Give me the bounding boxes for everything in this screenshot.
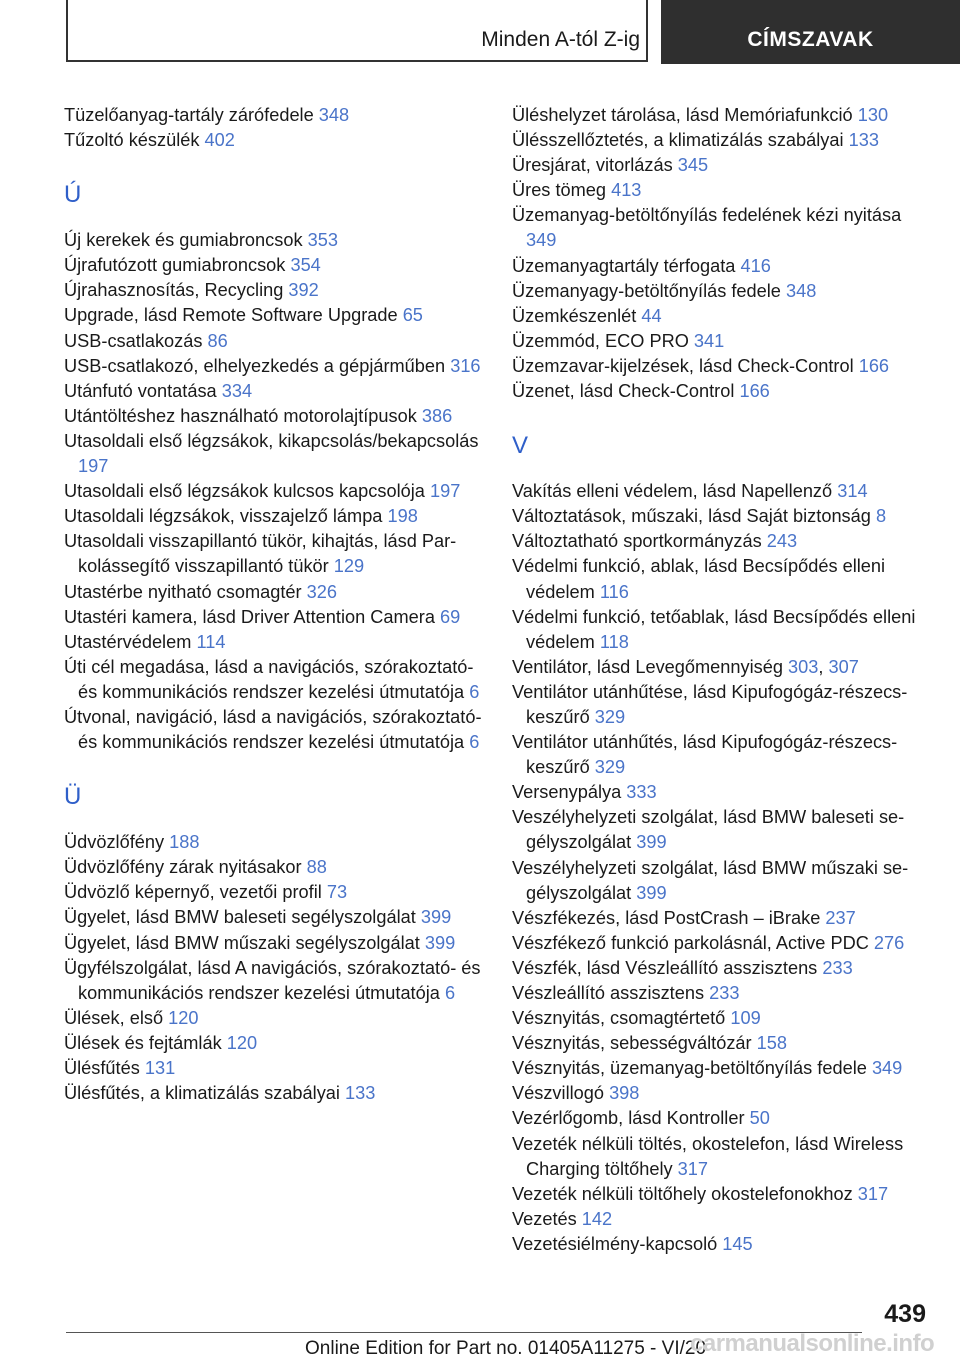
index-entry <box>64 1056 484 1081</box>
header-section-title: Minden A-tól Z-ig <box>481 28 640 51</box>
index-entry <box>64 956 484 1006</box>
index-entry <box>64 1006 484 1031</box>
index-entry <box>64 580 484 605</box>
index-entry <box>64 429 484 479</box>
index-entry <box>512 128 932 153</box>
index-page-link[interactable]: 276 <box>873 932 905 953</box>
index-page-link[interactable]: 392 <box>288 280 319 301</box>
index-entry-term: Vészleállító asszisztens <box>512 983 705 1003</box>
index-page-link[interactable]: 233 <box>709 983 740 1003</box>
index-page-link[interactable]: 145 <box>722 1233 753 1254</box>
index-page-link[interactable]: 316 <box>450 355 481 376</box>
index-page-link[interactable]: 129 <box>333 556 365 577</box>
index-page-link[interactable]: 348 <box>786 280 817 301</box>
index-entry-term: Üzemanyag-betöltőnyílás fedelének kézi nyitása <box>512 205 902 226</box>
index-page-link[interactable]: 142 <box>581 1208 613 1229</box>
index-entry-term: Utastéri kamera, lásd Driver Attention Camera <box>64 606 435 627</box>
index-entry <box>512 605 932 655</box>
index-entry <box>512 504 932 529</box>
index-page-link[interactable]: 307 <box>828 656 859 677</box>
index-entry-term: Utastérbe nyitható csomagtér <box>64 581 302 602</box>
index-page-link[interactable]: 188 <box>169 832 200 853</box>
index-entry <box>64 228 484 253</box>
index-page-link[interactable]: 349 <box>871 1058 903 1079</box>
index-page-link[interactable]: 348 <box>318 105 350 125</box>
index-page-link[interactable]: 243 <box>766 531 798 552</box>
index-entry <box>64 1081 484 1106</box>
index-entry <box>512 153 932 178</box>
index-entry-term: Vésznyitás, üzemanyag-betöltőnyílás fedele <box>512 1058 867 1079</box>
index-entry <box>512 730 932 780</box>
index-entry <box>512 805 932 855</box>
index-entry-term: Új kerekek és gumiabroncsok <box>64 230 303 251</box>
index-entry <box>512 906 932 931</box>
index-page-link[interactable]: 197 <box>429 481 461 502</box>
index-column-right <box>512 103 932 1257</box>
index-entry-term: Vezetés <box>512 1208 577 1229</box>
index-entry <box>512 203 932 253</box>
index-page-link[interactable]: 116 <box>599 581 629 602</box>
index-entry <box>512 956 932 981</box>
index-page-link[interactable]: 73 <box>326 882 348 903</box>
index-entry-term: Utasoldali visszapillantó tükör, kihajtás, lásd Parkolássegítő visszapillantó tükör <box>64 531 457 577</box>
index-entry-term: Vezérlőgomb, lásd Kontroller <box>512 1108 745 1129</box>
index-page-link[interactable]: 44 <box>641 305 662 326</box>
index-page-link[interactable]: 120 <box>168 1007 199 1028</box>
index-entry-term: Tűzoltó készülék <box>64 130 200 151</box>
index-entry <box>512 279 932 304</box>
index-entry <box>512 354 932 379</box>
index-page-link[interactable]: 329 <box>594 757 626 778</box>
index-entry <box>64 630 484 655</box>
index-page-link[interactable]: 65 <box>402 305 423 326</box>
index-entry-term: Újrahasznosítás, Recycling <box>64 280 284 301</box>
index-entry-term: Utánfutó vontatása <box>64 380 217 401</box>
index-page-link[interactable]: 326 <box>306 581 337 602</box>
index-page-link[interactable]: 317 <box>677 1158 709 1179</box>
index-entry-term: Ülések, első <box>64 1007 164 1028</box>
index-entry-term: Ventilátor utánhűtése, lásd Kipufogógáz-részecskeszűrő <box>512 681 908 727</box>
index-page-link[interactable]: 88 <box>306 857 327 878</box>
index-entry-term: Vészvillogó <box>512 1083 604 1104</box>
index-entry-term: Üzemmód, ECO PRO <box>512 330 689 351</box>
index-entry <box>512 931 932 956</box>
index-page-link[interactable]: 399 <box>420 907 452 928</box>
index-letter-heading: V <box>512 432 529 460</box>
index-entry-term: Üzemzavar-kijelzések, lásd Check-Control <box>512 355 854 376</box>
index-entry <box>64 278 484 303</box>
index-entry-term: Üzenet, lásd Check-Control <box>512 381 735 402</box>
index-entry <box>512 178 932 203</box>
index-entry <box>512 304 932 329</box>
index-entry-term: Vezetésiélmény-kapcsoló <box>512 1233 718 1254</box>
index-entry-term: Utasoldali első légzsákok kulcsos kapcsolója <box>64 481 425 502</box>
index-entry <box>64 479 484 504</box>
index-entry-term: Vésznyitás, csomagtértető <box>512 1008 726 1029</box>
index-entry-term: Utasoldali légzsákok, visszajelző lámpa <box>64 506 383 527</box>
index-entry <box>512 981 932 1006</box>
index-page-link[interactable]: 133 <box>848 130 879 151</box>
index-entry-term: USB-csatlakozó, elhelyezkedés a gépjárműben <box>64 355 446 376</box>
index-entry <box>512 1081 932 1106</box>
index-page-link[interactable]: 86 <box>207 330 228 351</box>
index-entry-term: Vezeték nélküli töltőhely okostelefonokhoz <box>512 1183 853 1204</box>
index-entry-term: Üres tömeg <box>512 180 607 201</box>
index-entry <box>512 103 932 128</box>
index-entry-term: Vésznyitás, sebességváltózár <box>512 1033 752 1054</box>
index-entry <box>512 1182 932 1207</box>
index-page-link[interactable]: 109 <box>730 1008 761 1029</box>
index-page-link[interactable]: 130 <box>857 105 889 125</box>
index-entry-term: Upgrade, lásd Remote Software Upgrade <box>64 305 398 326</box>
index-page-link[interactable]: 166 <box>858 355 890 376</box>
index-entry <box>64 855 484 880</box>
index-entry-term: Ülésfűtés <box>64 1058 140 1078</box>
index-entry-term: USB-csatlakozás <box>64 330 203 351</box>
index-entry <box>512 254 932 279</box>
index-entry-term: Vészfékezés, lásd PostCrash – iBrake <box>512 907 821 928</box>
index-entry <box>64 329 484 354</box>
index-page-link[interactable]: 198 <box>387 506 418 527</box>
index-entry-term: Ventilátor, lásd Levegőmennyiség <box>512 656 783 677</box>
index-entry-term: Ülésfűtés, a klimatizálás szabályai <box>64 1083 340 1104</box>
index-entry <box>64 705 484 755</box>
index-entry-term: Üzemanyagy-betöltőnyílás fedele <box>512 280 781 301</box>
index-entry-term: Üresjárat, vitorlázás <box>512 155 673 176</box>
index-entry <box>64 830 484 855</box>
index-entry-term: Ülésszellőztetés, a klimatizálás szabályai <box>512 130 844 151</box>
index-entry <box>64 354 484 379</box>
watermark-logo: carmanualsonline.info <box>690 1330 935 1357</box>
index-entry-term: Védelmi funkció, tetőablak, lásd Becsípődés elleni védelem <box>512 606 916 652</box>
index-page-link[interactable]: 120 <box>226 1032 258 1053</box>
index-entry-term: Veszélyhelyzeti szolgálat, lásd BMW baleseti segélyszolgálat <box>512 807 905 853</box>
index-page-link[interactable]: 353 <box>307 230 338 251</box>
index-entry-term: Ventilátor utánhűtés, lásd Kipufogógáz-részecskeszűrő <box>512 732 898 778</box>
index-page-link[interactable]: 233 <box>822 957 853 978</box>
index-page-link[interactable]: 166 <box>739 381 770 402</box>
page-header <box>0 0 960 66</box>
index-entry <box>64 1031 484 1056</box>
index-entry <box>64 605 484 630</box>
index-page-link[interactable]: 133 <box>345 1083 376 1104</box>
index-entry <box>512 856 932 906</box>
index-entry <box>512 1207 932 1232</box>
index-page-link[interactable]: 237 <box>825 907 856 928</box>
index-entry <box>64 655 484 705</box>
index-page-link[interactable]: 131 <box>144 1058 176 1078</box>
index-entry-term: Vészfékező funkció parkolásnál, Active PDC <box>512 932 869 953</box>
index-entry-term: Utasoldali első légzsákok, kikapcsolás/bekapcsolás <box>64 430 479 451</box>
index-page-link[interactable]: 6 <box>444 982 456 1003</box>
index-entry-term: Utastérvédelem <box>64 631 192 652</box>
index-entry <box>64 529 484 579</box>
index-page-link[interactable]: 349 <box>526 230 557 251</box>
index-entry-term: Változtatható sportkormányzás <box>512 531 762 552</box>
index-entry-term: Változtatások, műszaki, lásd Saját biztonság <box>512 506 871 527</box>
index-entry-term: Úti cél megadása, lásd a navigációs, szórakoztató- és kommunikációs rendszer kezelési útmutatója <box>64 656 474 702</box>
index-page-link[interactable]: 354 <box>290 255 321 276</box>
index-entry-term: Vezeték nélküli töltés, okostelefon, lásd Wireless Charging töltőhely <box>512 1133 904 1179</box>
index-entry <box>64 931 484 956</box>
index-entry <box>64 905 484 930</box>
index-entry <box>512 529 932 554</box>
index-entry <box>512 780 932 805</box>
index-entry <box>64 880 484 905</box>
index-page-link[interactable]: 416 <box>740 255 771 276</box>
index-page-link[interactable]: 303 <box>788 656 819 677</box>
index-page-link[interactable]: 334 <box>221 380 253 401</box>
index-page-link[interactable]: 50 <box>749 1108 770 1129</box>
index-entry <box>512 1106 932 1131</box>
index-page-link[interactable]: 314 <box>837 481 868 502</box>
index-entry-term: Üdvözlő képernyő, vezetői profil <box>64 882 322 903</box>
index-page-link[interactable]: 317 <box>857 1183 889 1204</box>
index-entry-term: Vészfék, lásd Vészleállító asszisztens <box>512 957 818 978</box>
index-page-link[interactable]: 345 <box>677 155 709 176</box>
index-entry: Ventilátor, lásd Levegőmennyiség 303, 307 <box>512 656 859 677</box>
index-entry-term: Ügyelet, lásd BMW műszaki segélyszolgálat <box>64 932 420 953</box>
header-chapter-tab[interactable]: CÍMSZAVAK <box>661 0 960 64</box>
index-entry-term: Útvonal, navigáció, lásd a navigációs, szórakoztató- és kommunikációs rendszer kezelési útmutatója <box>64 706 482 753</box>
index-entry <box>512 479 932 504</box>
page-number: 439 <box>884 1300 926 1328</box>
index-entry <box>64 128 484 153</box>
index-entry-term: Vakítás elleni védelem, lásd Napellenző <box>512 481 833 502</box>
index-page-link[interactable]: 399 <box>424 932 456 953</box>
index-entry <box>512 1006 932 1031</box>
index-page-link[interactable]: 333 <box>626 782 657 803</box>
index-entry <box>512 329 932 354</box>
index-page-link[interactable]: 402 <box>204 130 235 151</box>
index-entry-term: Újrafutózott gumiabroncsok <box>64 255 286 276</box>
index-entry <box>512 680 932 730</box>
index-entry-term: Üdvözlőfény <box>64 832 165 853</box>
index-page-link[interactable]: 386 <box>421 405 453 426</box>
index-letter-heading: Ú <box>64 181 82 209</box>
index-entry-term: Üzemanyagtartály térfogata <box>512 255 736 276</box>
index-entry-term: Ügyelet, lásd BMW baleseti segélyszolgálat <box>64 907 416 928</box>
index-page-link[interactable]: 399 <box>636 882 667 903</box>
index-entry-term: Tüzelőanyag-tartály zárófedele <box>64 105 314 125</box>
index-entry-term: Üdvözlőfény zárak nyitásakor <box>64 857 302 878</box>
index-entry-term: Védelmi funkció, ablak, lásd Becsípődés elleni védelem <box>512 556 886 602</box>
index-page-link[interactable]: 6 <box>469 681 480 702</box>
index-entry-term: Utántöltéshez használható motorolajtípusok <box>64 405 417 426</box>
index-entry-term: Versenypálya <box>512 782 622 803</box>
index-letter-heading: Ü <box>64 783 82 811</box>
index-page-link[interactable]: 6 <box>469 732 480 753</box>
index-page-link[interactable]: 341 <box>693 330 725 351</box>
index-page-link[interactable]: 329 <box>594 706 626 727</box>
index-page-link[interactable]: 197 <box>78 456 109 477</box>
index-page-link[interactable]: 114 <box>196 631 226 652</box>
index-entry <box>512 1031 932 1056</box>
index-entry <box>64 303 484 328</box>
index-page-link[interactable]: 399 <box>636 832 667 853</box>
index-entry-term: Veszélyhelyzeti szolgálat, lásd BMW műszaki segélyszolgálat <box>512 857 909 903</box>
index-page-link[interactable]: 158 <box>756 1033 788 1054</box>
index-entry <box>64 504 484 529</box>
index-entry <box>64 379 484 404</box>
index-entry <box>512 379 932 404</box>
index-column-left <box>64 103 484 1106</box>
index-entry <box>512 1132 932 1182</box>
index-entry-term: Ülések és fejtámlák <box>64 1032 222 1053</box>
index-entry <box>512 1232 932 1257</box>
index-entry <box>512 1056 932 1081</box>
index-page-link[interactable]: 413 <box>611 180 642 201</box>
index-page-link[interactable]: 118 <box>599 631 629 652</box>
index-entry-term: Ügyfélszolgálat, lásd A navigációs, szórakoztató- és kommunikációs rendszer kezelési útmutatója <box>64 957 481 1003</box>
index-page-link[interactable]: 8 <box>875 506 887 527</box>
index-entry <box>64 103 484 128</box>
index-entry <box>64 253 484 278</box>
index-page-link[interactable]: 398 <box>609 1083 640 1104</box>
index-entry <box>64 404 484 429</box>
index-page-link[interactable]: 69 <box>440 606 461 627</box>
footer-edition: Online Edition for Part no. 01405A11275 - VI/20 <box>305 1338 707 1359</box>
index-entry-term: Üléshelyzet tárolása, lásd Memóriafunkció <box>512 105 853 125</box>
index-entry <box>512 554 932 604</box>
index-entry-term: Üzemkészenlét <box>512 305 637 326</box>
